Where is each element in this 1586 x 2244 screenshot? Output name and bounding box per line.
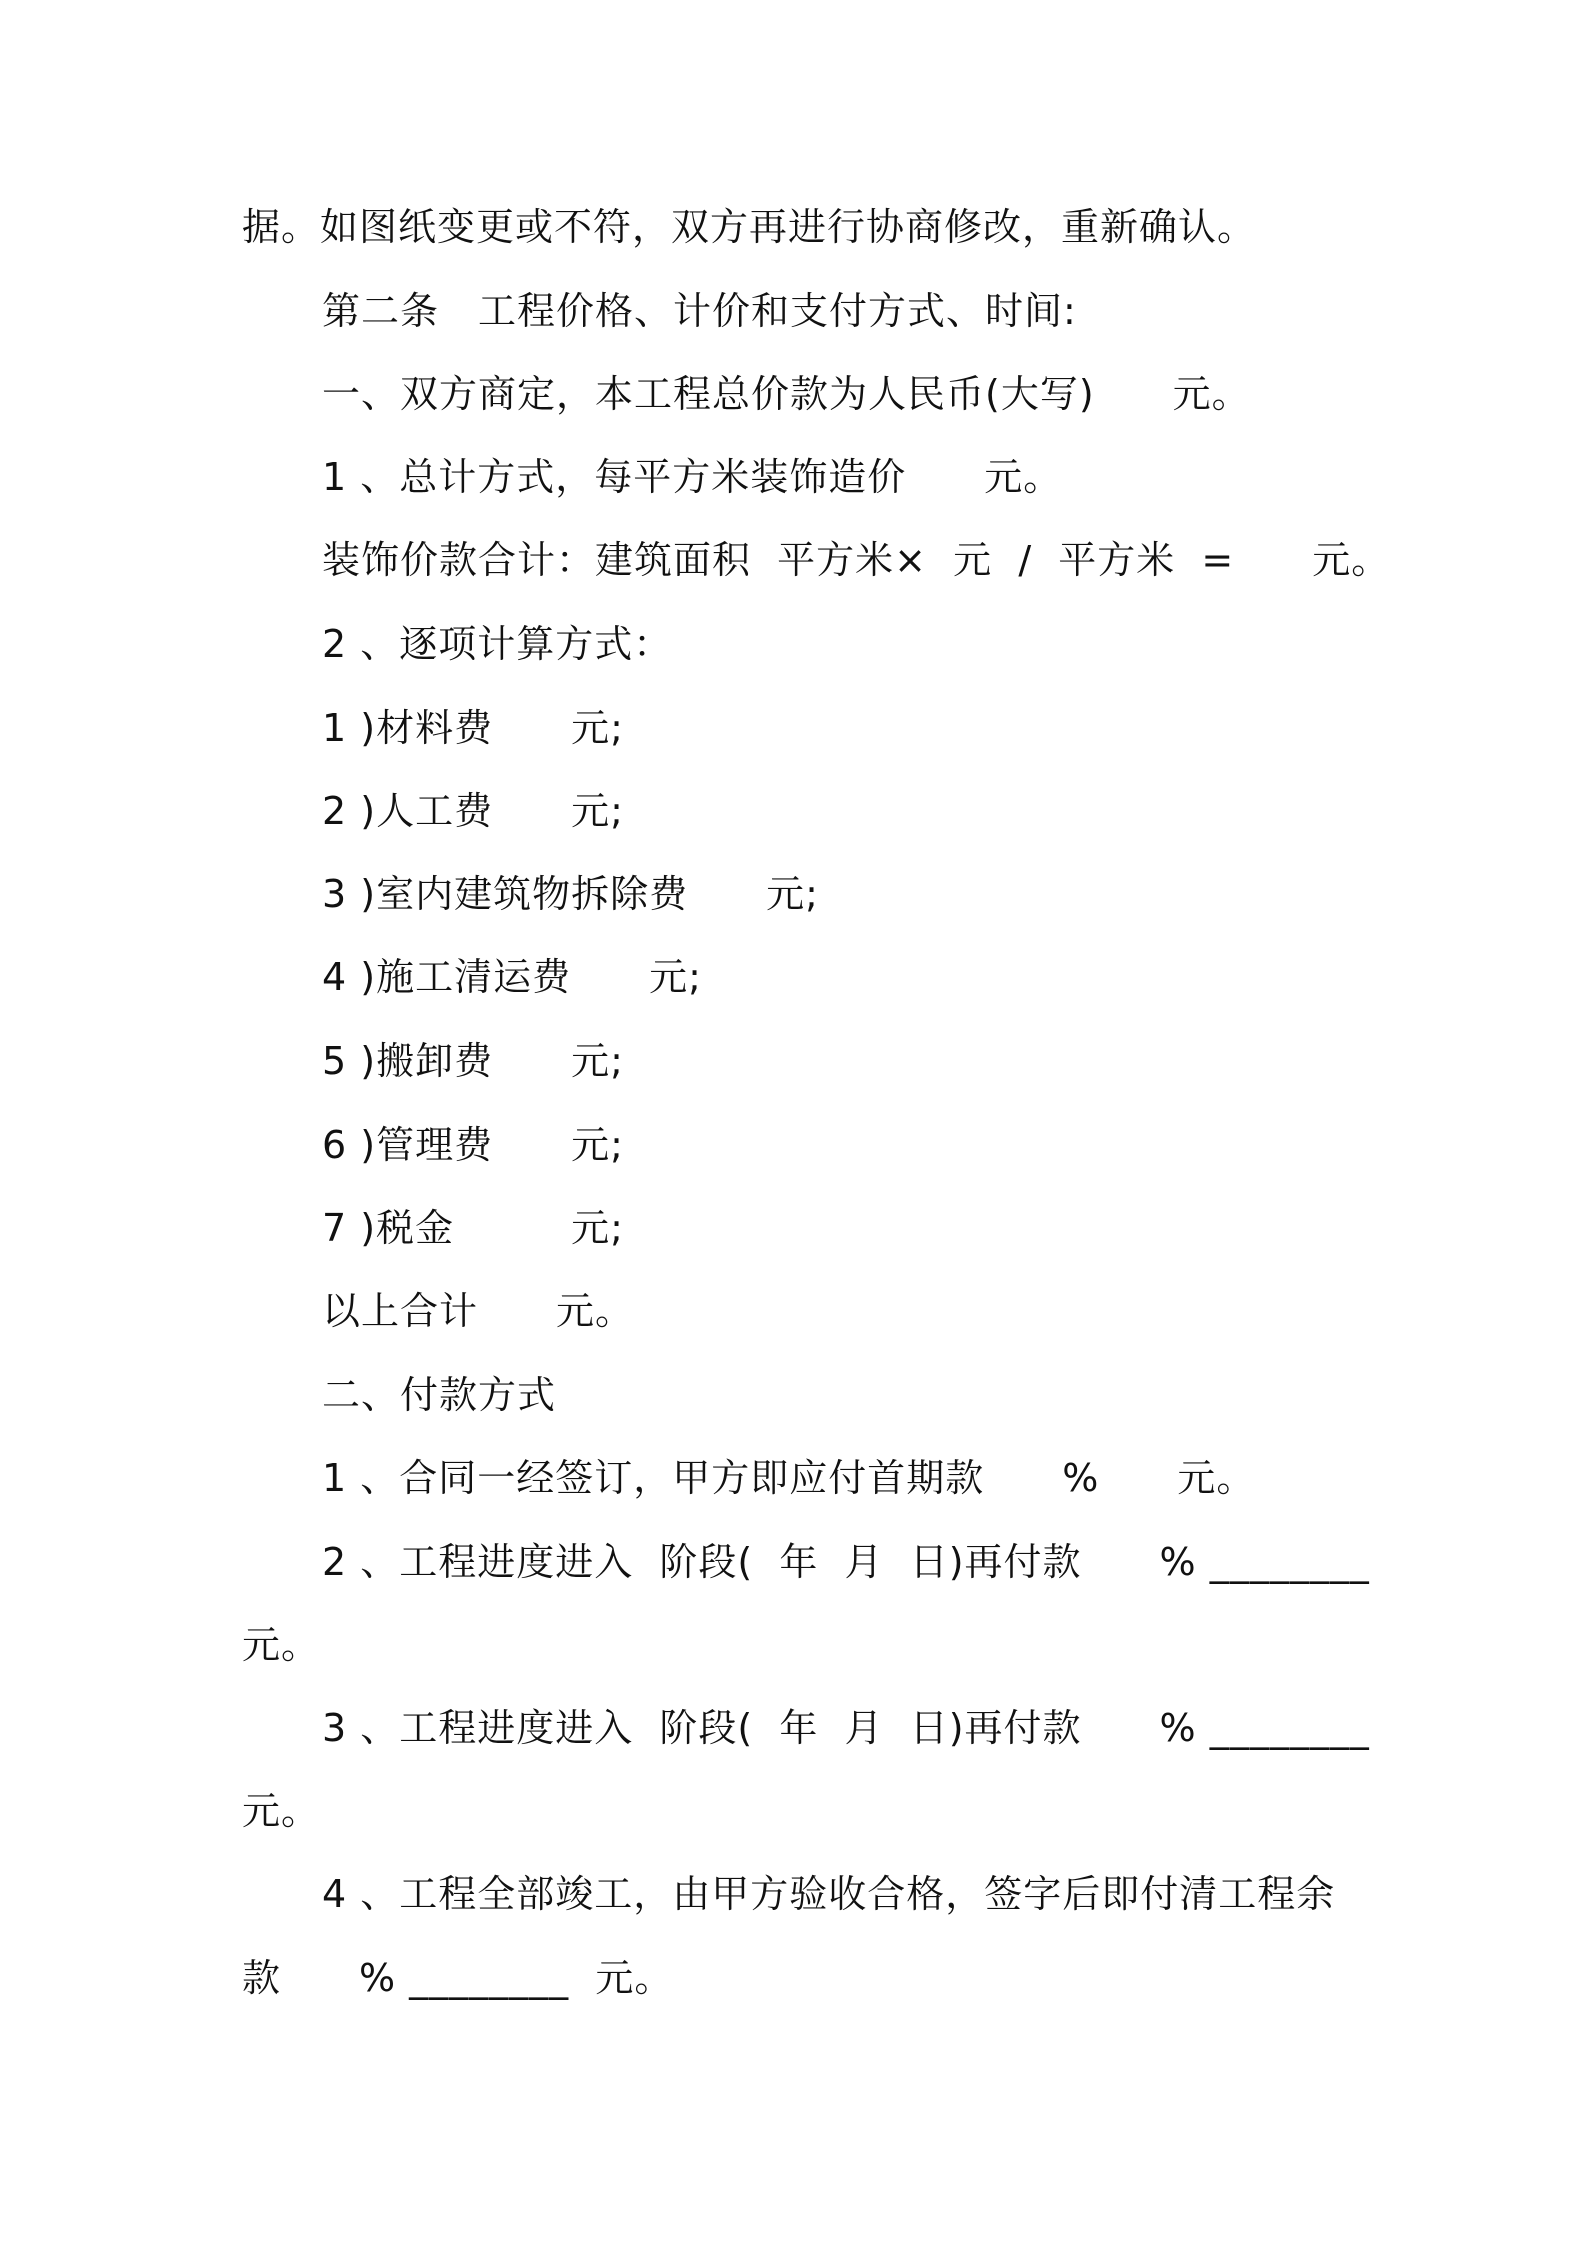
list-item: 1 )材料费 元; <box>322 706 624 750</box>
list-item: 3 )室内建筑物拆除费 元; <box>322 872 819 916</box>
paragraph-line: 款 % ________ 元。 <box>242 1956 674 2000</box>
list-item: 4 )施工清运费 元; <box>322 955 702 999</box>
article-heading: 第二条 工程价格、计价和支付方式、时间: <box>322 289 1077 333</box>
paragraph-line: 1 、合同一经签订，甲方即应付首期款 % 元。 <box>322 1456 1256 1500</box>
list-item: 6 )管理费 元; <box>322 1123 624 1167</box>
paragraph-line: 1 、总计方式，每平方米装饰造价 元。 <box>322 455 1063 499</box>
list-item: 7 )税金 元; <box>322 1206 624 1250</box>
paragraph-line: 元。 <box>242 1623 321 1667</box>
paragraph-line: 一、双方商定，本工程总价款为人民币(大写) 元。 <box>322 372 1251 416</box>
list-item: 2 )人工费 元; <box>322 789 624 833</box>
paragraph-line: 元。 <box>242 1789 321 1833</box>
list-item: 5 )搬卸费 元; <box>322 1039 624 1083</box>
section-heading: 二、付款方式 <box>322 1373 557 1417</box>
paragraph-line: 2 、逐项计算方式： <box>322 622 673 666</box>
paragraph-line: 据。如图纸变更或不符，双方再进行协商修改，重新确认。 <box>242 205 1257 249</box>
paragraph-line: 装饰价款合计：建筑面积 平方米× 元 / 平方米 = 元。 <box>322 538 1391 582</box>
paragraph-line: 3 、工程进度进入 阶段( 年 月 日)再付款 % ________ <box>322 1706 1370 1750</box>
paragraph-line: 4 、工程全部竣工，由甲方验收合格，签字后即付清工程余 <box>322 1872 1336 1916</box>
paragraph-line: 2 、工程进度进入 阶段( 年 月 日)再付款 % ________ <box>322 1540 1370 1584</box>
paragraph-line: 以上合计 元。 <box>322 1289 635 1333</box>
